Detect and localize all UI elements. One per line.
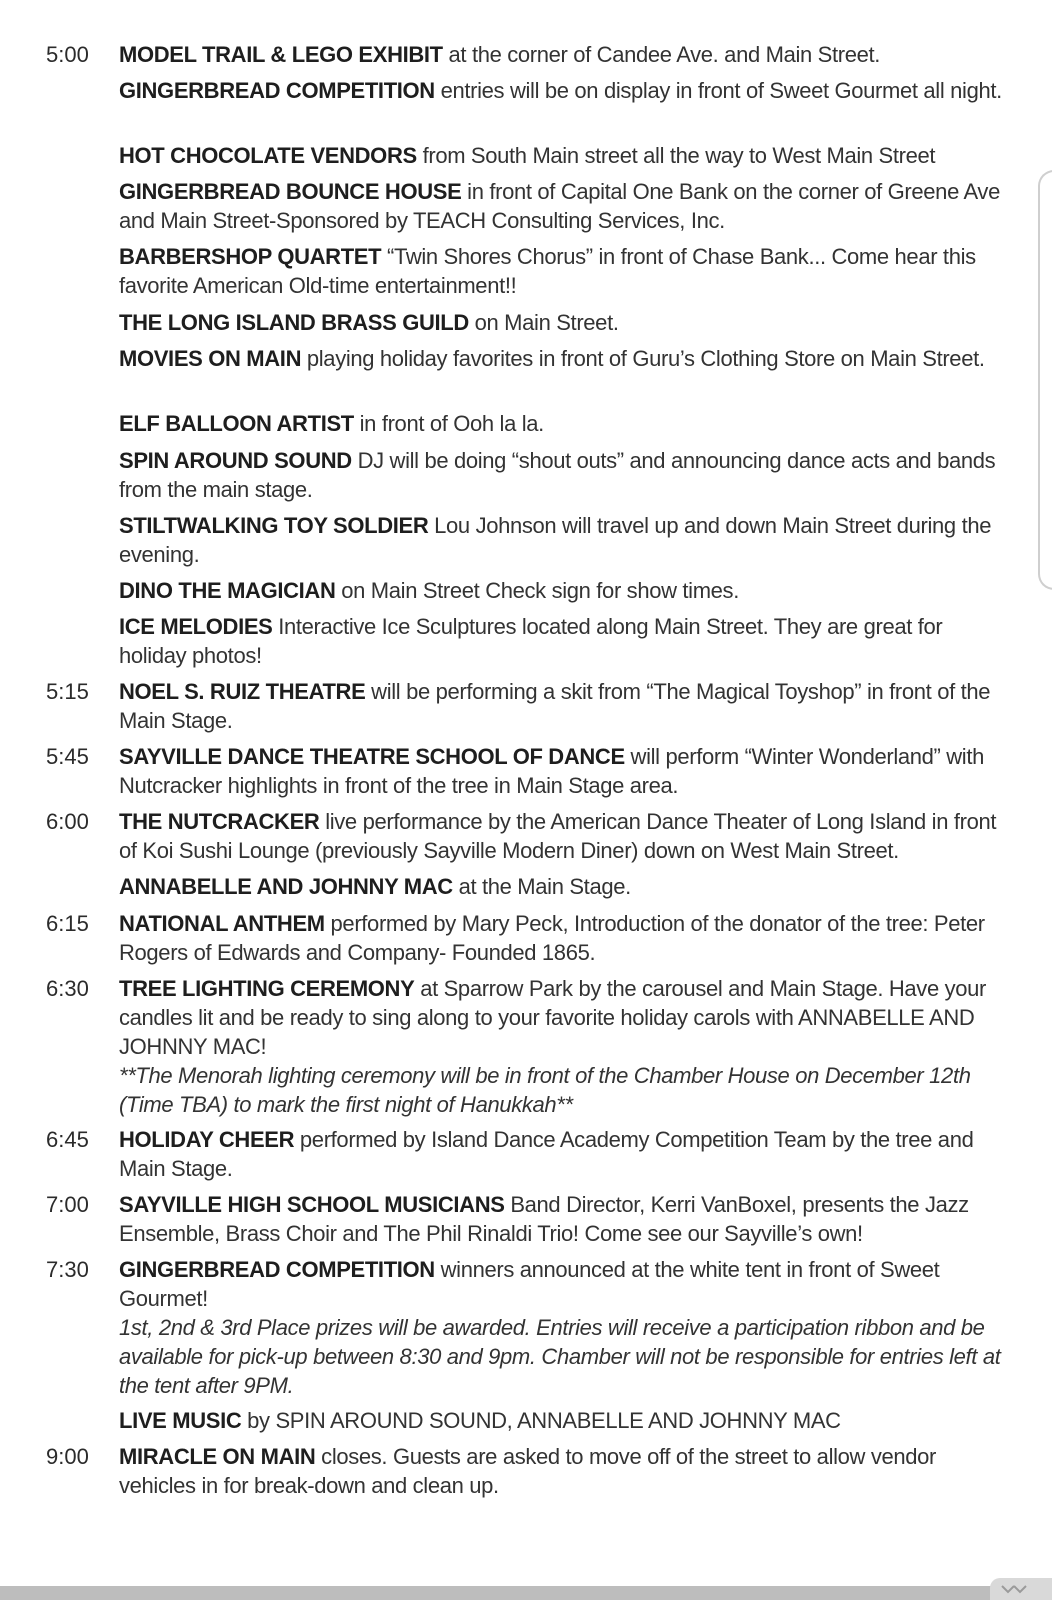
event-entry [119,308,1004,337]
event-entry [119,511,1004,569]
event-title: DINO THE MAGICIAN [119,578,336,603]
event-title: HOLIDAY CHEER [119,1127,295,1152]
event-description: closes. Guests are asked to move off of the street to allow vendor vehicles in for break-down and clean up. [119,1444,936,1498]
event-description: in front of Capital One Bank on the corner of Greene Ave and Main Street-Sponsored by TEACH Consulting Services, Inc. [119,179,1000,233]
event-title: ICE MELODIES [119,614,273,639]
event-title: GINGERBREAD BOUNCE HOUSE [119,179,462,204]
event-title: GINGERBREAD COMPETITION [119,1257,435,1282]
event-description: on Main Street. [468,310,619,335]
event-time: 5:00 [46,42,89,67]
event-description: by SPIN AROUND SOUND, ANNABELLE AND JOHNNY MAC [241,1408,841,1433]
event-entry [119,576,1004,605]
event-note: **The Menorah lighting ceremony will be in front of the Chamber House on December 12th (Time TBA) to mark the first night of Hanukkah** [119,1063,971,1117]
event-time: 7:00 [46,1192,89,1217]
event-entry [119,1125,1004,1183]
event-entry [119,677,1004,735]
event-time: 5:45 [46,744,89,769]
event-title: HOT CHOCOLATE VENDORS [119,143,417,168]
event-title: MOVIES ON MAIN [119,346,302,371]
event-description: playing holiday favorites in front of Guru’s Clothing Store on Main Street. [301,346,985,371]
event-description: performed by Mary Peck, Introduction of the donator of the tree: Peter Rogers of Edwards and Company- Founded 1865. [119,911,985,965]
event-entry [119,344,1004,373]
event-time: 7:30 [46,1257,89,1282]
event-time: 6:30 [46,976,89,1001]
event-entry [119,909,1004,967]
event-title: SAYVILLE HIGH SCHOOL MUSICIANS [119,1192,505,1217]
event-time: 6:00 [46,809,89,834]
event-entry [119,612,1004,670]
event-description: at the Main Stage. [452,874,631,899]
event-title: LIVE MUSIC [119,1408,242,1433]
event-time: 5:15 [46,679,89,704]
event-time: 6:45 [46,1127,89,1152]
event-entry [119,1190,1004,1248]
event-title: NOEL S. RUIZ THEATRE [119,679,366,704]
event-entry [119,872,1004,901]
event-entry [119,40,1004,69]
event-description: DJ will be doing “shout outs” and announcing dance acts and bands from the main stage. [119,448,996,502]
collapse-button[interactable] [990,1578,1052,1600]
event-entry [119,409,1004,438]
chevron-icon [1000,1582,1030,1598]
event-title: SPIN AROUND SOUND [119,448,352,473]
event-description: will perform “Winter Wonderland” with Nutcracker highlights in front of the tree in Main Stage area. [119,744,984,798]
event-title: STILTWALKING TOY SOLDIER [119,513,429,538]
scrollbar[interactable] [1038,170,1052,590]
event-description: winners announced at the white tent in front of Sweet Gourmet! [119,1257,940,1311]
event-description: at Sparrow Park by the carousel and Main Stage. Have your candles lit and be ready to sing along to your favorite holiday carols with ANNABELLE AND JOHNNY MAC! [119,976,987,1059]
event-entry [119,446,1004,504]
event-description: Interactive Ice Sculptures located along Main Street. They are great for holiday photos! [119,614,943,668]
event-title: MIRACLE ON MAIN [119,1444,316,1469]
event-entry [119,974,1004,1119]
event-time: 9:00 [46,1444,89,1469]
event-title: THE NUTCRACKER [119,809,320,834]
event-entry [119,807,1004,865]
event-title: TREE LIGHTING CEREMONY [119,976,415,1001]
event-description: Lou Johnson will travel up and down Main Street during the evening. [119,513,992,567]
event-title: GINGERBREAD COMPETITION [119,78,435,103]
event-title: ANNABELLE AND JOHNNY MAC [119,874,453,899]
event-description: on Main Street Check sign for show times. [335,578,739,603]
event-entry [119,76,1004,105]
event-title: BARBERSHOP QUARTET [119,244,382,269]
event-entry [119,1255,1004,1400]
event-title: MODEL TRAIL & LEGO EXHIBIT [119,42,443,67]
event-description: entries will be on display in front of Sweet Gourmet all night. [434,78,1002,103]
event-entry [119,742,1004,800]
event-description: live performance by the American Dance Theater of Long Island in front of Koi Sushi Lounge (previously Sayville Modern Diner) down on West Main Street. [119,809,997,863]
event-description: Band Director, Kerri VanBoxel, presents the Jazz Ensemble, Brass Choir and The Phil Rinaldi Trio! Come see our Sayville’s own! [119,1192,969,1246]
event-description: performed by Island Dance Academy Competition Team by the tree and Main Stage. [119,1127,974,1181]
event-title: SAYVILLE DANCE THEATRE SCHOOL OF DANCE [119,744,625,769]
event-description: “Twin Shores Chorus” in front of Chase Bank... Come hear this favorite American Old-time entertainment!! [119,244,976,298]
event-title: THE LONG ISLAND BRASS GUILD [119,310,469,335]
event-title: NATIONAL ANTHEM [119,911,325,936]
event-description: in front of Ooh la la. [353,411,544,436]
event-entry [119,1442,1004,1500]
event-note: 1st, 2nd & 3rd Place prizes will be awarded. Entries will receive a participation ribbon and be available for pick-up between 8:30 and 9pm. Chamber will not be responsible for entries left at the tent after 9PM. [119,1315,1001,1398]
event-description: at the corner of Candee Ave. and Main Street. [442,42,881,67]
event-entry [119,177,1004,235]
event-description: from South Main street all the way to West Main Street [416,143,936,168]
event-entry [119,141,1004,170]
event-title: ELF BALLOON ARTIST [119,411,354,436]
event-time: 6:15 [46,911,89,936]
bottom-bar [0,1586,1052,1600]
event-entry [119,1406,1004,1435]
event-entry [119,242,1004,300]
event-description: will be performing a skit from “The Magical Toyshop” in front of the Main Stage. [119,679,991,733]
